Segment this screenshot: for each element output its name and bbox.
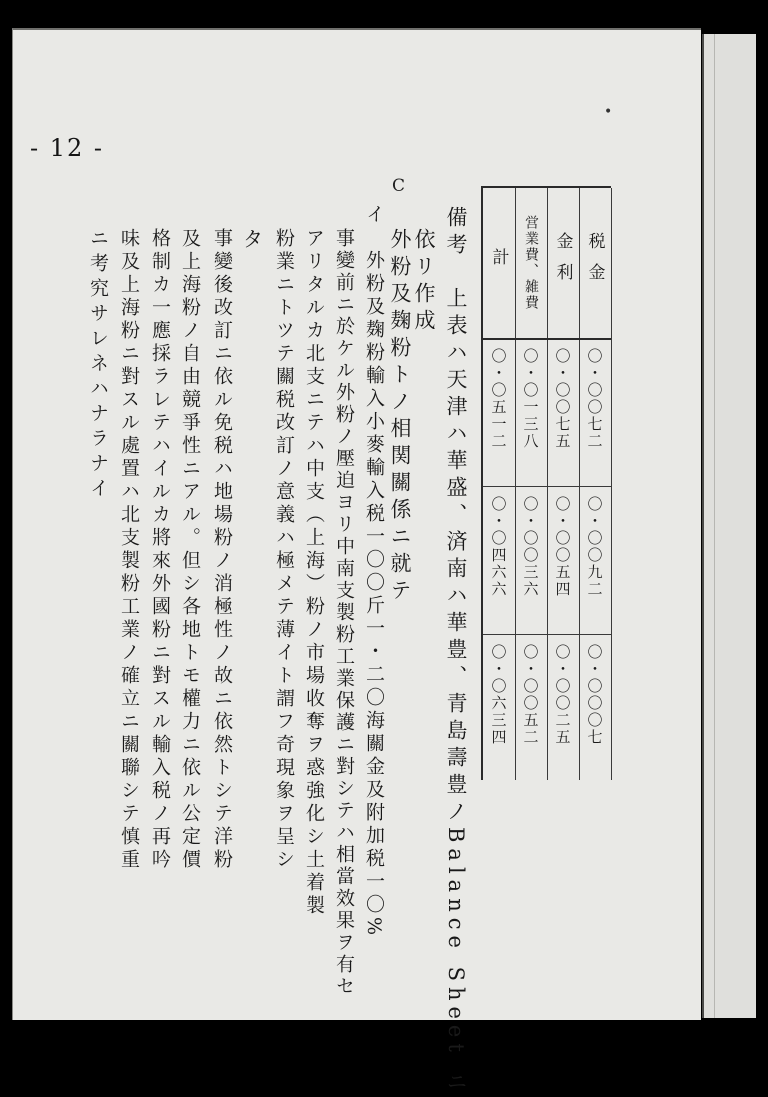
table-column-expenses <box>515 188 548 780</box>
section-mark: C <box>392 176 406 196</box>
text-column-remark: 備考 上表ハ天津ハ華盛、済南ハ華豊、青島壽豊ノBalance Sheet ニ <box>444 206 468 1097</box>
back-sheet <box>702 34 756 1018</box>
table-header: 計 <box>483 188 515 340</box>
text-column-shanghai: 及上海粉ノ自由競爭性ニアル。但シ各地トモ權力ニ依ル公定價 <box>179 228 201 872</box>
table-cell: 〇・〇〇五二 <box>521 644 540 746</box>
table-cell: 〇・〇五一二 <box>489 348 508 450</box>
text-column-source: 依リ作成 <box>412 228 436 336</box>
text-column-prewar: 事變前ニ於ケル外粉ノ壓迫ヨリ中南支製粉工業保護ニ對シテハ相當效果ヲ有セ <box>333 228 355 998</box>
text-column-postwar: 事變後改訂ニ依ル免税ハ地場粉ノ消極性ノ故ニ依然トシテ洋粉 <box>211 228 233 872</box>
text-column-pricing: 格制カ一應採ラレテハイルカ將來外國粉ニ對スル輸入税ノ再吟 <box>149 228 171 872</box>
table-header: 金利 <box>547 188 579 340</box>
table-cell: 〇・〇〇五四 <box>553 496 572 598</box>
text-column-industry: 粉業ニトツテ關税改訂ノ意義ハ極メテ薄イト謂フ奇現象ヲ呈シ <box>273 228 295 872</box>
table-row-divider <box>483 634 611 635</box>
page-number: - 12 - <box>30 134 105 162</box>
table-cell: 〇・〇一三八 <box>521 348 540 450</box>
text-column-review: 味及上海粉ニ對スル處置ハ北支製粉工業ノ確立ニ關聯シテ慎重 <box>118 228 140 872</box>
text-column-conclusion: ニ考究サレネハナラナイ <box>87 228 109 503</box>
table-cell: 〇・〇四六六 <box>489 496 508 598</box>
text-column-heading: 外粉及麹粉トノ相関關係ニ就テ <box>388 228 412 606</box>
table-column-total <box>483 188 516 780</box>
table-cell: 〇・〇〇七二 <box>585 348 604 450</box>
table-cell: 〇・〇〇〇七 <box>585 644 604 746</box>
table-row-divider <box>483 486 611 487</box>
table-column-interest <box>547 188 580 780</box>
table-cell: 〇・〇〇九二 <box>585 496 604 598</box>
cost-table <box>481 186 611 780</box>
table-header: 営業費、雑費 <box>515 188 547 340</box>
table-cell: 〇・〇〇二五 <box>553 644 572 746</box>
table-cell: 〇・〇〇七五 <box>553 348 572 450</box>
table-cell: 〇・〇〇三六 <box>521 496 540 598</box>
ink-dot: • <box>604 104 613 120</box>
table-header: 税金 <box>579 188 611 340</box>
text-column-ta: タ <box>240 228 264 255</box>
text-column-north-china: アリタルカ北支ニテハ中支（上海）粉ノ市場收奪ヲ惑強化シ土着製 <box>303 228 325 918</box>
text-column-tariff: イ 外粉及麹粉輸入小麥輸入税一〇〇斤一・二〇海關金及附加税一〇% <box>363 204 385 940</box>
table-column-tax <box>579 188 612 780</box>
table-cell: 〇・〇六三四 <box>489 644 508 746</box>
